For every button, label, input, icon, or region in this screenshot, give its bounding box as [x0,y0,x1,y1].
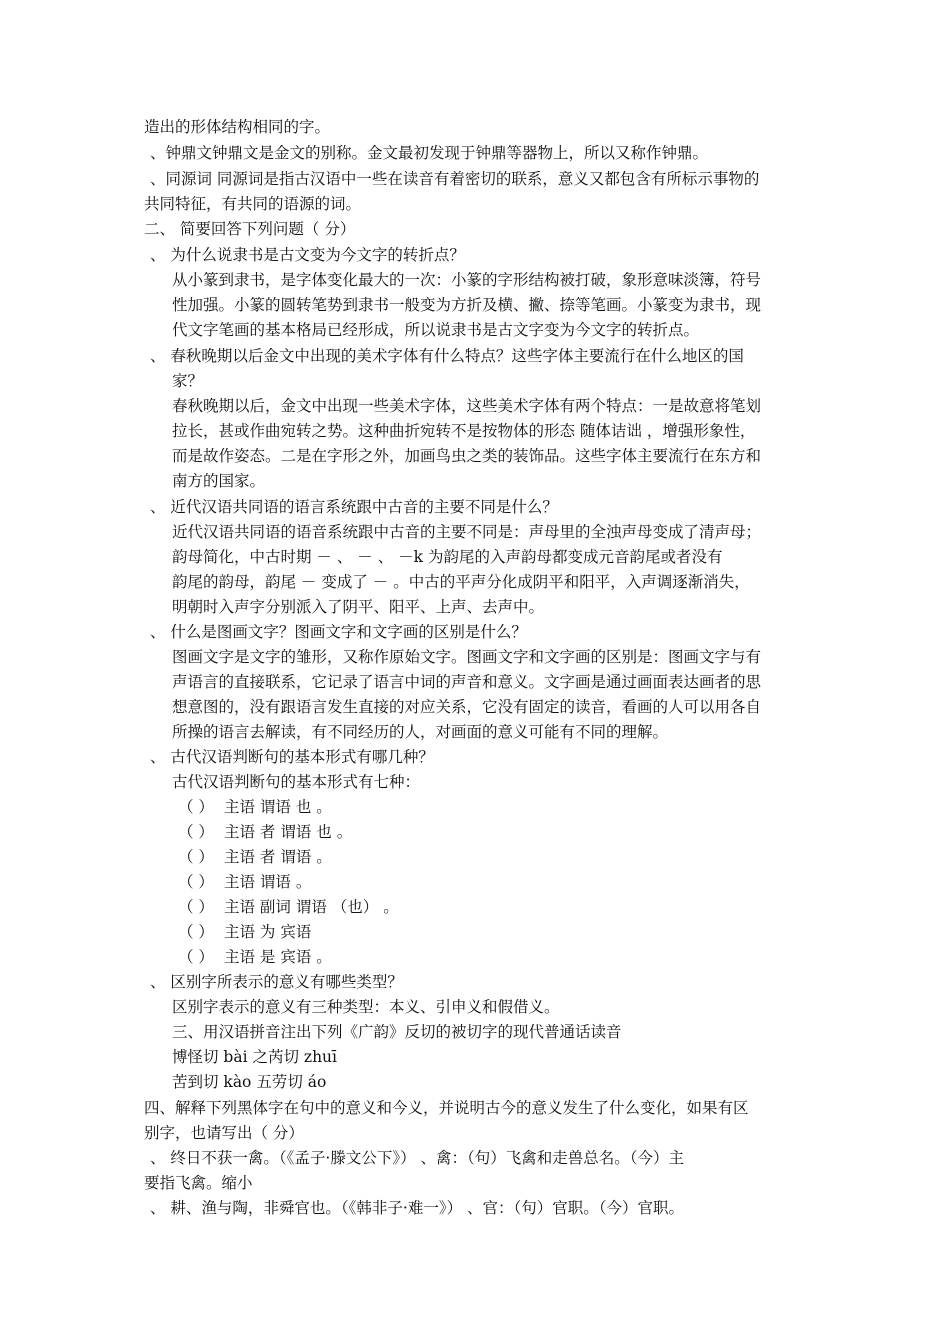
answer-line: 声语言的直接联系，它记录了语言中词的声音和意义。文字画是通过画面表达画者的思 [172,673,762,691]
sentence-pattern: （ ） 主语 者 谓语 。 [178,848,332,866]
question: 、 耕、渔与陶，非舜官也。（《韩非子·难一》） 、官：（句）官职。（今）官职。 [150,1199,685,1217]
answer-line: 明朝时入声字分别派入了阴平、阳平、上声、去声中。 [172,598,545,616]
answer-line: 近代汉语共同语的语音系统跟中古音的主要不同是：声母里的全浊声母变成了清声母； [172,523,762,541]
pinyin-line: 博怪切 bài 之芮切 zhuī [172,1048,337,1066]
section-heading-cont: 别字，也请写出（ 分） [144,1124,304,1142]
section-heading: 三、用汉语拼音注出下列《广韵》反切的被切字的现代普通话读音 [172,1023,622,1041]
text-line: 共同特征，有共同的语源的词。 [144,195,362,213]
sentence-pattern: （ ） 主语 者 谓语 也 。 [178,823,353,841]
answer-line: 从小篆到隶书，是字体变化最大的一次：小篆的字形结构被打破，象形意味淡簿，符号 [172,271,762,289]
answer-line: 春秋晚期以后，金文中出现一些美术字体，这些美术字体有两个特点：一是故意将笔划 [172,397,762,415]
answer-line: 区别字表示的意义有三种类型：本义、引申义和假借义。 [172,998,560,1016]
sentence-pattern: （ ） 主语 副词 谓语 （也） 。 [178,898,399,916]
sentence-pattern: （ ） 主语 谓语 。 [178,873,312,891]
section-heading: 二、 简要回答下列问题（ 分） [144,220,356,238]
answer-line: 想意图的，没有跟语言发生直接的对应关系，它没有固定的读音，看画的人可以用各自 [172,698,762,716]
question: 、 区别字所表示的意义有哪些类型？ [150,973,403,991]
question: 、 什么是图画文字？图画文字和文字画的区别是什么？ [150,623,527,641]
question: 、 为什么说隶书是古文变为今文字的转折点？ [150,246,465,264]
sentence-pattern: （ ） 主语 是 宾语 。 [178,948,332,966]
term-definition: 、同源词 同源词是指古汉语中一些在读音有着密切的联系，意义又都包含有所标示事物的 [150,170,760,188]
answer-line: 韵尾的韵母，韵尾 － 变成了 － 。中古的平声分化成阴平和阳平，入声调逐渐消失， [172,573,750,591]
question: 、 古代汉语判断句的基本形式有哪几种？ [150,748,434,766]
question: 、 近代汉语共同语的语言系统跟中古音的主要不同是什么？ [150,498,558,516]
term-definition: 、钟鼎文钟鼎文是金文的别称。金文最初发现于钟鼎等器物上，所以又称作钟鼎。 [150,144,709,162]
answer-line: 要指飞禽。缩小 [144,1174,253,1192]
answer-line: 而是故作姿态。二是在字形之外，加画鸟虫之类的装饰品。这些字体主要流行在东方和 [172,447,762,465]
question-cont: 家？ [172,372,204,390]
pinyin-line: 苦到切 kào 五劳切 áo [172,1073,327,1091]
answer-line: 古代汉语判断句的基本形式有七种： [172,773,421,791]
sentence-pattern: （ ） 主语 谓语 也 。 [178,798,332,816]
text-line: 造出的形体结构相同的字。 [144,118,331,136]
answer-line: 所操的语言去解读，有不同经历的人，对画面的意义可能有不同的理解。 [172,723,669,741]
sentence-pattern: （ ） 主语 为 宾语 [178,923,312,941]
question: 、 春秋晚期以后金文中出现的美术字体有什么特点？这些字体主要流行在什么地区的国 [150,347,744,365]
answer-line: 拉长，甚或作曲宛转之势。这种曲折宛转不是按物体的形态 随体诘诎 ，增强形象性， [172,422,756,440]
answer-line: 南方的国家。 [172,472,266,490]
answer-line: 代文字笔画的基本格局已经形成，所以说隶书是古文字变为今文字的转折点。 [172,321,700,339]
answer-line: 性加强。小篆的圆转笔势到隶书一般变为方折及横、撇、捺等笔画。小篆变为隶书，现 [172,296,762,314]
section-heading: 四、解释下列黑体字在句中的意义和今义，并说明古今的意义发生了什么变化，如果有区 [144,1099,749,1117]
question: 、 终日不获一禽。（《孟子·滕文公下》） 、禽：（句）飞禽和走兽总名。（今）主 [150,1149,685,1167]
answer-line: 韵母简化，中古时期 － 、 － 、 －k 为韵尾的入声韵母都变成元音韵尾或者没有 [172,548,723,566]
answer-line: 图画文字是文字的雏形，又称作原始文字。图画文字和文字画的区别是：图画文字与有 [172,648,762,666]
